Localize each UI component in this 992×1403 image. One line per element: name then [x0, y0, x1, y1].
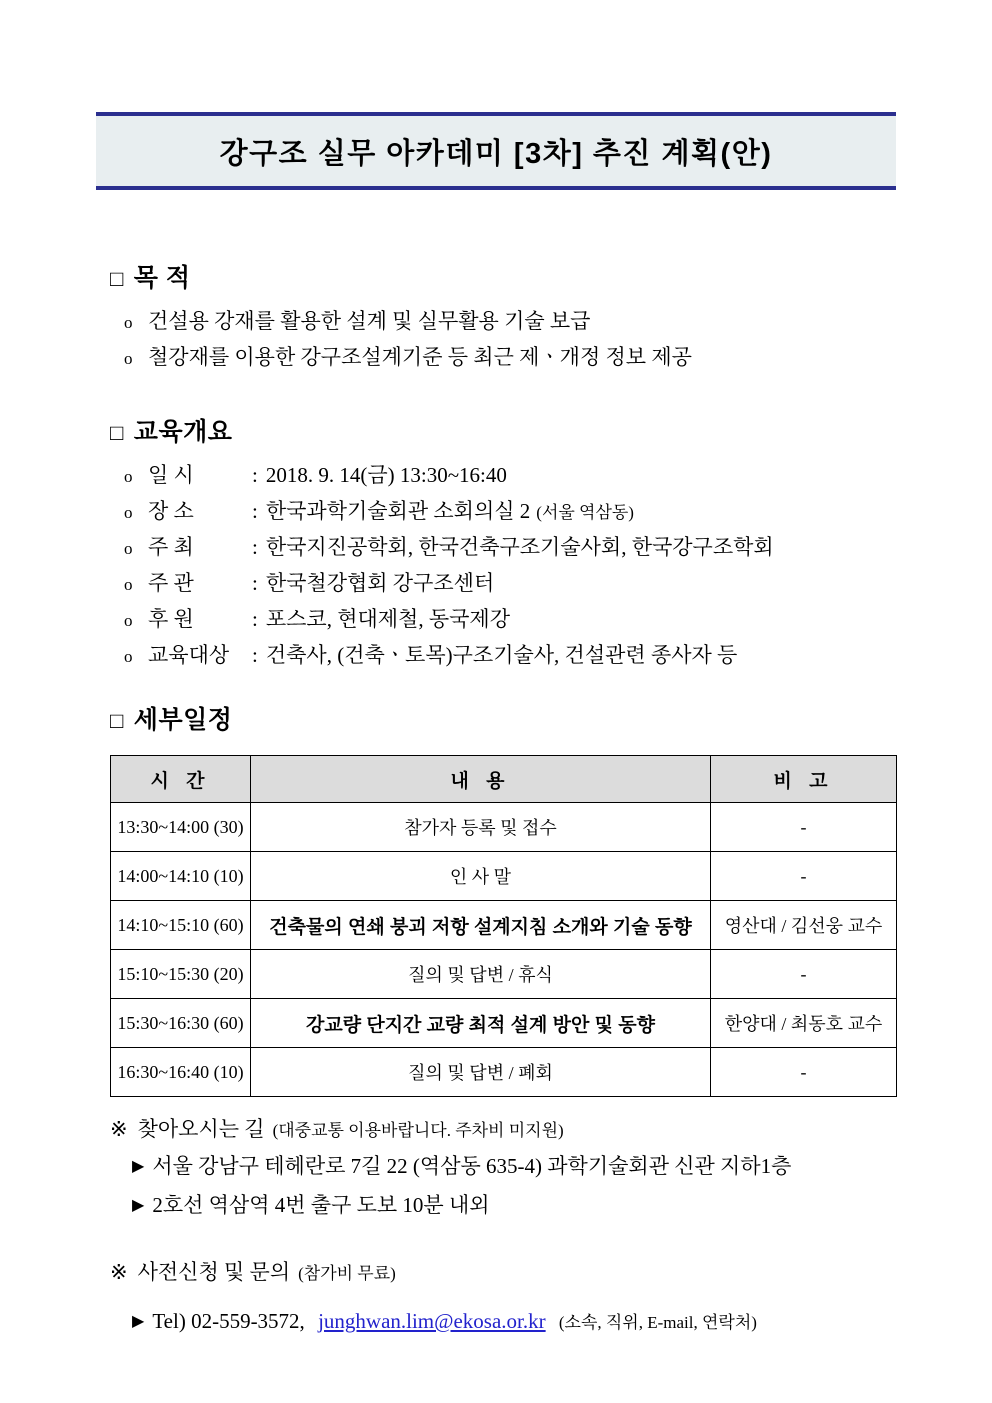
directions-item [132, 1187, 930, 1226]
section-purpose-title: 목 적 [133, 264, 191, 292]
directions-title: 찾아오시는 길 [137, 1117, 265, 1141]
section-overview-list [118, 458, 780, 674]
section-overview-heading [110, 412, 780, 448]
table-row [111, 999, 897, 1048]
column-header-remark: 비 고 [711, 756, 897, 803]
cell-content: 질의 및 답변 / 휴식 [251, 950, 711, 999]
field-separator: : [252, 463, 258, 487]
cell-time: 15:30~16:30 (60) [111, 999, 251, 1048]
field-value: 2018. 9. 14(금) 13:30~16:40 [265, 463, 507, 487]
field-label: 교육대상 [148, 643, 230, 667]
table-row [111, 901, 897, 950]
field-note: (서울 역삼동) [536, 503, 634, 522]
triangle-bullet-icon: ▶ [132, 1313, 145, 1330]
field-label: 주 관 [148, 571, 194, 595]
list-item [118, 530, 780, 566]
contact-block [110, 1255, 940, 1342]
circle-bullet-icon: o [124, 503, 133, 522]
section-schedule [110, 700, 232, 736]
field-separator: : [252, 571, 258, 595]
column-header-content: 내 용 [251, 756, 711, 803]
cell-content: 강교량 단지간 교량 최적 설계 방안 및 동향 [251, 999, 711, 1048]
table-row [111, 1048, 897, 1097]
circle-bullet-icon: o [124, 349, 133, 368]
email-link[interactable]: junghwan.lim@ekosa.or.kr [318, 1309, 546, 1333]
list-item-text: 건설용 강재를 활용한 설계 및 실무활용 기술 보급 [148, 309, 591, 333]
field-separator: : [252, 643, 258, 667]
cell-time: 14:10~15:10 (60) [111, 901, 251, 950]
list-item [118, 566, 780, 602]
list-item [118, 340, 692, 376]
cell-remark: - [711, 1048, 897, 1097]
contact-tel: Tel) 02-559-3572, [152, 1309, 305, 1333]
table-row [111, 803, 897, 852]
cell-time: 15:10~15:30 (20) [111, 950, 251, 999]
table-row [111, 950, 897, 999]
square-bullet-icon: □ [110, 708, 124, 733]
section-schedule-title: 세부일정 [133, 706, 233, 734]
table-row [111, 852, 897, 901]
schedule-table-wrap [110, 755, 896, 1097]
section-overview-title: 교육개요 [133, 418, 233, 446]
contact-subnote: (참가비 무료) [298, 1264, 396, 1283]
circle-bullet-icon: o [124, 313, 133, 332]
section-overview [110, 412, 780, 674]
reference-mark-icon: ※ [110, 1117, 128, 1141]
square-bullet-icon: □ [110, 266, 124, 291]
contact-title: 사전신청 및 문의 [137, 1260, 291, 1284]
table-header-row [111, 756, 897, 803]
field-label: 주 최 [148, 535, 194, 559]
list-item [118, 602, 780, 638]
cell-remark: - [711, 950, 897, 999]
document-title-banner [96, 112, 896, 190]
field-value: 한국과학기술회관 소회의실 2 [265, 499, 531, 523]
section-schedule-heading [110, 700, 232, 736]
directions-item-text: 2호선 역삼역 4번 출구 도보 10분 내외 [152, 1193, 490, 1217]
cell-time: 14:00~14:10 (10) [111, 852, 251, 901]
section-purpose-list [118, 304, 692, 376]
triangle-bullet-icon: ▶ [132, 1158, 145, 1175]
cell-time: 16:30~16:40 (10) [111, 1048, 251, 1097]
field-separator: : [252, 535, 258, 559]
list-item-text: 철강재를 이용한 강구조설계기준 등 최근 제ㆍ개정 정보 제공 [148, 345, 692, 369]
section-purpose-heading [110, 258, 692, 294]
circle-bullet-icon: o [124, 611, 133, 630]
field-value: 포스코, 현대제철, 동국제강 [265, 607, 510, 631]
section-purpose [110, 258, 692, 376]
list-item [118, 638, 780, 674]
directions-item [132, 1148, 930, 1187]
cell-remark: 한양대 / 최동호 교수 [711, 999, 897, 1048]
directions-heading [110, 1112, 930, 1148]
list-item [118, 458, 780, 494]
field-separator: : [252, 607, 258, 631]
contact-item [132, 1303, 940, 1342]
field-value: 한국지진공학회, 한국건축구조기술사회, 한국강구조학회 [265, 535, 774, 559]
circle-bullet-icon: o [124, 575, 133, 594]
list-item [118, 304, 692, 340]
cell-remark: - [711, 803, 897, 852]
circle-bullet-icon: o [124, 467, 133, 486]
field-separator: : [252, 499, 258, 523]
circle-bullet-icon: o [124, 647, 133, 666]
cell-content: 인 사 말 [251, 852, 711, 901]
cell-content: 건축물의 연쇄 붕괴 저항 설계지침 소개와 기술 동향 [251, 901, 711, 950]
cell-time: 13:30~14:00 (30) [111, 803, 251, 852]
field-label: 장 소 [148, 499, 194, 523]
field-value: 건축사, (건축ㆍ토목)구조기술사, 건설관련 종사자 등 [265, 643, 738, 667]
cell-content: 질의 및 답변 / 폐회 [251, 1048, 711, 1097]
contact-heading [110, 1255, 940, 1291]
directions-item-text: 서울 강남구 테헤란로 7길 22 (역삼동 635-4) 과학기술회관 신관 지하1층 [152, 1154, 792, 1178]
cell-content: 참가자 등록 및 접수 [251, 803, 711, 852]
column-header-time: 시 간 [111, 756, 251, 803]
list-item [118, 494, 780, 530]
contact-note: (소속, 직위, E-mail, 연락처) [558, 1313, 757, 1332]
square-bullet-icon: □ [110, 420, 124, 445]
cell-remark: - [711, 852, 897, 901]
field-value: 한국철강협회 강구조센터 [265, 571, 495, 595]
circle-bullet-icon: o [124, 539, 133, 558]
triangle-bullet-icon: ▶ [132, 1197, 145, 1214]
directions-subnote: (대중교통 이용바랍니다. 주차비 미지원) [272, 1121, 564, 1140]
page-title: 강구조 실무 아카데미 [3차] 추진 계획(안) [219, 137, 773, 170]
reference-mark-icon: ※ [110, 1260, 128, 1284]
field-label: 일 시 [148, 463, 194, 487]
field-label: 후 원 [148, 607, 194, 631]
cell-remark: 영산대 / 김선웅 교수 [711, 901, 897, 950]
directions-block [110, 1112, 930, 1226]
schedule-table [110, 755, 897, 1097]
